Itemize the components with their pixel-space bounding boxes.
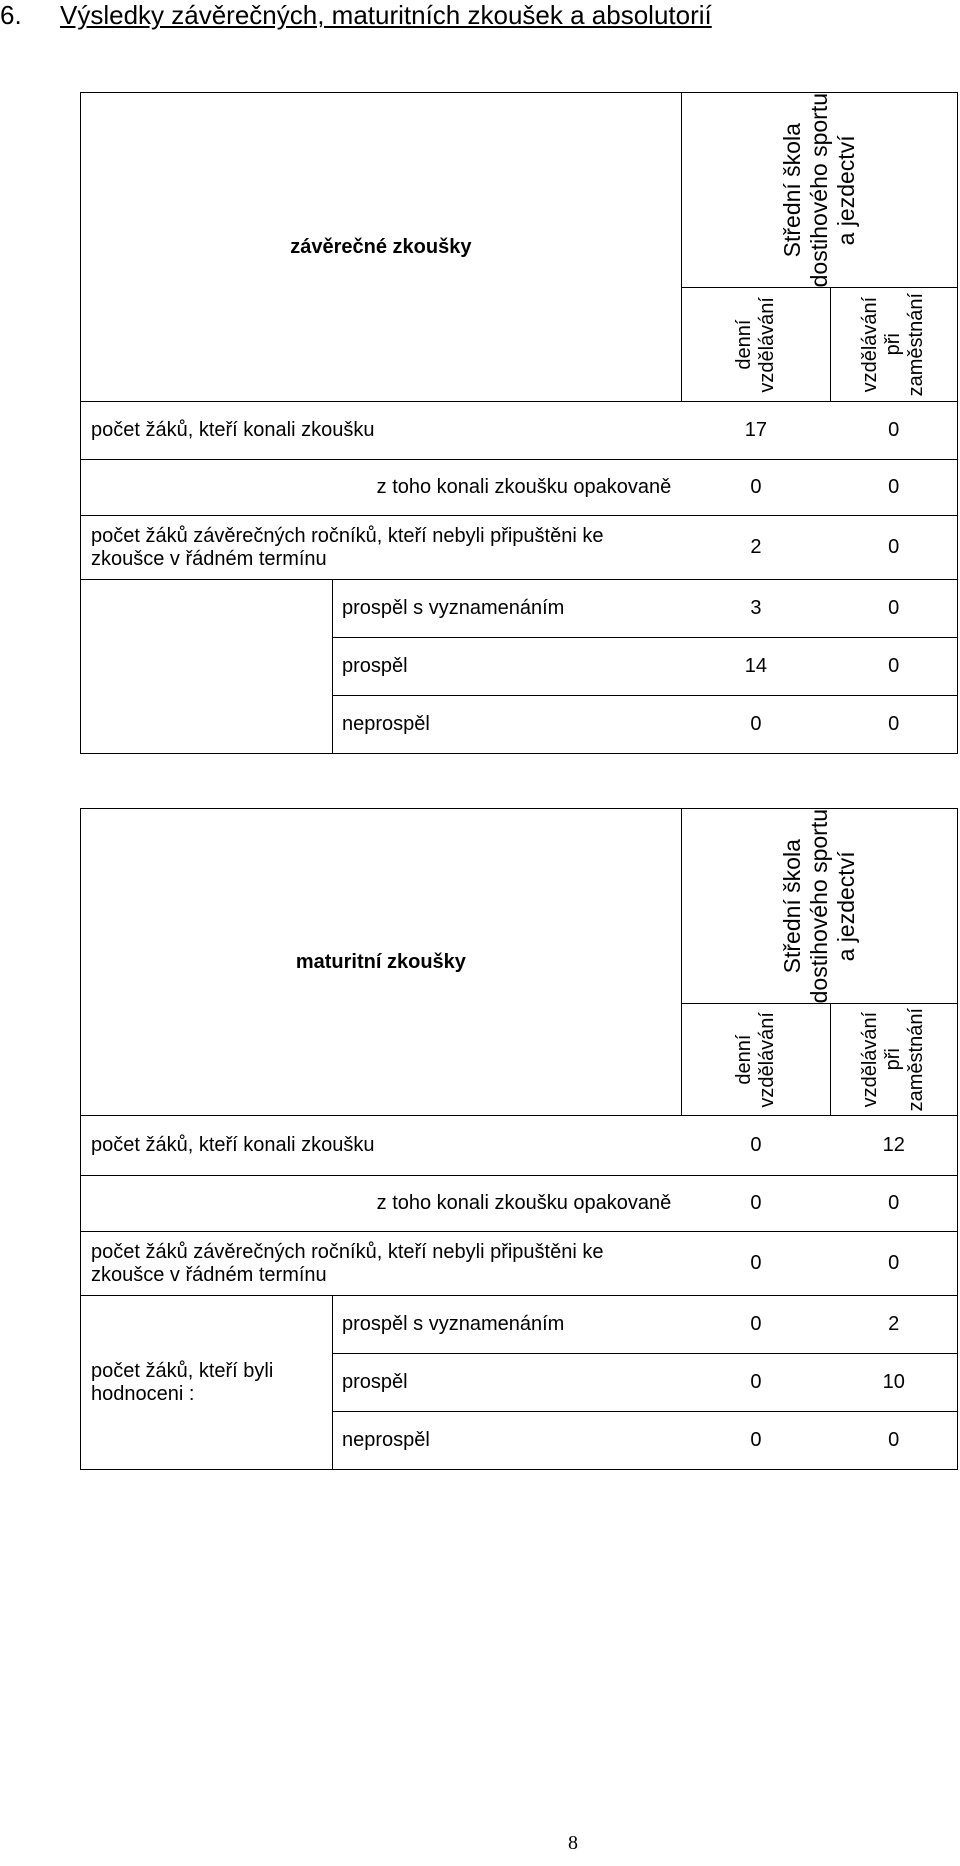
value-work: 0 xyxy=(830,1176,957,1232)
table-row xyxy=(81,1296,958,1354)
table-title: maturitní zkoušky xyxy=(81,809,682,1116)
table-row xyxy=(81,402,958,460)
table-row xyxy=(81,460,958,516)
col-header-day: denní vzdělávání xyxy=(681,288,830,402)
table-row xyxy=(81,1116,958,1176)
table-row xyxy=(81,516,958,580)
value-work: 0 xyxy=(830,696,957,754)
value-day: 2 xyxy=(681,516,830,580)
school-header xyxy=(681,93,957,288)
graduation-exams-table xyxy=(80,808,958,1470)
value-work: 0 xyxy=(830,402,957,460)
table-row xyxy=(81,1176,958,1232)
school-name: Střední škola dostihového sportu a jezdectví xyxy=(778,93,859,288)
section-number: 6. xyxy=(0,0,22,30)
value-work: 0 xyxy=(830,516,957,580)
school-name: Střední škola dostihového sportu a jezdectví xyxy=(778,809,859,1004)
row-label: z toho konali zkoušku opakovaně xyxy=(81,460,682,516)
row-label: prospěl s vyznamenáním xyxy=(333,1296,682,1354)
school-header xyxy=(681,809,957,1004)
value-day: 3 xyxy=(681,580,830,638)
row-label: neprospěl xyxy=(333,696,682,754)
section-title: Výsledky závěrečných, maturitních zkoušek a absolutorií xyxy=(60,0,712,30)
value-day: 0 xyxy=(681,1232,830,1296)
value-work: 0 xyxy=(830,460,957,516)
value-work: 0 xyxy=(830,638,957,696)
value-day: 0 xyxy=(681,1412,830,1470)
value-work: 0 xyxy=(830,580,957,638)
col-header-day: denní vzdělávání xyxy=(681,1004,830,1116)
row-label: prospěl s vyznamenáním xyxy=(333,580,682,638)
row-label: počet žáků závěrečných ročníků, kteří nebyli připuštěni ke zkoušce v řádném termínu xyxy=(81,516,682,580)
section-heading xyxy=(0,0,712,30)
col-header-work: vzdělávání při zaměstnání xyxy=(830,288,957,402)
table-row xyxy=(81,1232,958,1296)
col-header-work: vzdělávání při zaměstnání xyxy=(830,1004,957,1116)
value-work: 0 xyxy=(830,1232,957,1296)
value-day: 0 xyxy=(681,1116,830,1176)
page-number: 8 xyxy=(568,1832,578,1854)
value-work: 2 xyxy=(830,1296,957,1354)
value-work: 0 xyxy=(830,1412,957,1470)
value-day: 0 xyxy=(681,1354,830,1412)
row-label: z toho konali zkoušku opakovaně xyxy=(81,1176,682,1232)
value-day: 14 xyxy=(681,638,830,696)
row-label: prospěl xyxy=(333,1354,682,1412)
value-day: 0 xyxy=(681,1176,830,1232)
row-label: počet žáků, kteří konali zkoušku xyxy=(81,1116,682,1176)
final-exams-table xyxy=(80,92,958,754)
row-label: počet žáků závěrečných ročníků, kteří nebyli připuštěni ke zkoušce v řádném termínu xyxy=(81,1232,682,1296)
value-day: 17 xyxy=(681,402,830,460)
value-day: 0 xyxy=(681,460,830,516)
table-row xyxy=(81,580,958,638)
evaluated-label xyxy=(81,580,333,754)
value-work: 10 xyxy=(830,1354,957,1412)
row-label: počet žáků, kteří konali zkoušku xyxy=(81,402,682,460)
table-title: závěrečné zkoušky xyxy=(81,93,682,402)
value-day: 0 xyxy=(681,1296,830,1354)
value-work: 12 xyxy=(830,1116,957,1176)
row-label: neprospěl xyxy=(333,1412,682,1470)
evaluated-label: počet žáků, kteří byli hodnoceni : xyxy=(81,1296,333,1470)
row-label: prospěl xyxy=(333,638,682,696)
value-day: 0 xyxy=(681,696,830,754)
